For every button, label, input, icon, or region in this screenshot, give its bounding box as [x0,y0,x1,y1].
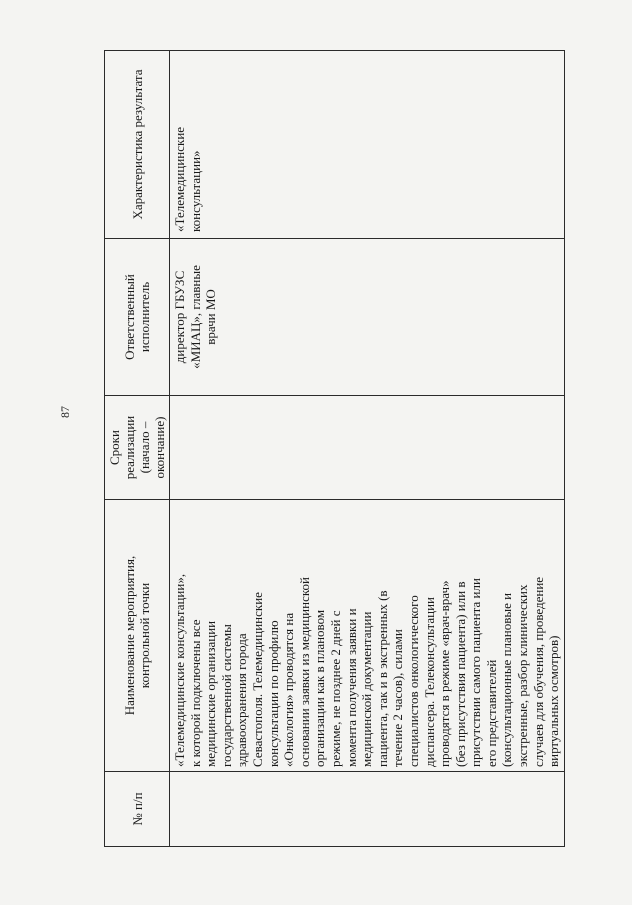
cell-terms [170,396,565,500]
header-executor: Ответственный исполнитель [105,239,170,396]
cell-number [170,772,565,847]
header-measure-name: Наименование мероприятия, контрольной точки [105,500,170,772]
table-row [170,51,565,847]
document-table-sheet [104,51,562,847]
page-number: 87 [58,406,72,418]
header-terms: Сроки реализации (начало – окончание) [105,396,170,500]
measures-table [104,50,565,847]
cell-result: «Телемедицинские консультации» [170,51,565,239]
table-header-row [105,51,170,847]
cell-executor: директор ГБУЗС «МИАЦ», главные врачи МО [170,239,565,396]
header-result: Характеристика результата [105,51,170,239]
cell-measure-description: «Телемедицинские консультации», к которой подключены все медицинские организации государственной системы здравоохранения города Севастополя. Телемедицинские консультации по профилю «Онкология» проводятся на основании заявки из медицинской организации как в плановом режиме, не позднее 2 дней с момента получения заявки и медицинской документации пациента, так и в экстренных (в течение 2 часов), силами специалистов онкологического диспансера. Телеконсультации проводятся в режиме «врач-врач» (без присутствия пациента) или в присутствии самого пациента или его представителей (консультационные плановые и экстренные, разбор клинических случаев для обучения, проведение виртуальных осмотров) [170,500,565,772]
header-number: № п/п [105,772,170,847]
